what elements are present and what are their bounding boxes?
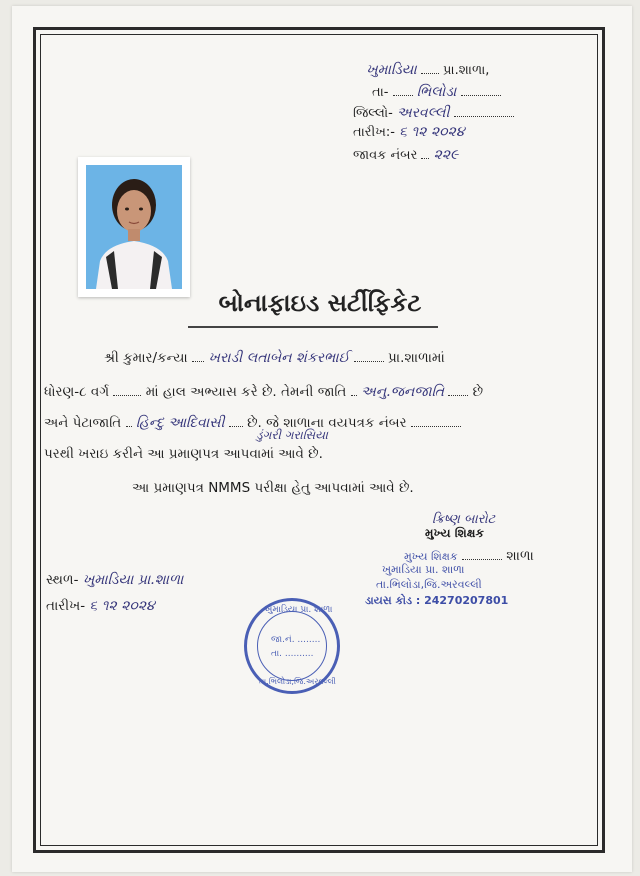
header-district-value: અરવલ્લી [396,105,450,121]
body-line-4: પરથી ખરાઇ કરીને આ પ્રમાણપત્ર આપવામાં આવે છે. [44,446,323,462]
header-taluka-value: ભિલોડા [416,84,457,100]
footer-place-value: ખુમાડિયા પ્રા.શાળા [82,572,184,588]
head-school-suffix: શાળા [506,548,534,564]
head-signature: ક્રિષ્ણ બારોટ [432,512,496,527]
stamp-ta: તા. .......... [271,649,314,659]
body-line-1 [104,348,445,366]
header-inward-value: ૨૨૯ [433,147,459,163]
footer-place-line [46,572,183,588]
header-school-line [362,60,489,78]
body-l1-prefix: શ્રી કુમાર/કન્યા [104,350,188,366]
stamp-address: તા.ભિલોડા,જિ.અરવલ્લી [376,578,482,591]
certificate-title: બોનાફાઇડ સર્ટીફિકેટ [218,288,422,317]
footer-date-label: તારીખ- [46,598,86,614]
body-l2-end: છે [472,384,484,400]
header-district-line [353,103,514,121]
body-l2-std: ધોરણ-૮ વર્ગ [44,384,110,400]
student-name: ખરાડી લતાબેન શંકરભાઈ [208,350,350,366]
header-date-value: ૬ ૧૨ ૨૦૨૪ [399,124,465,140]
caste-value: અનુ.જનજાતિ [360,384,445,400]
header-taluka-line [372,82,501,100]
stamp-school-name: ખુમાડિયા પ્રા. શાળા [382,563,465,576]
footer-date-line [46,598,155,614]
sub-caste-annotation: ડુંગરી ગરાસિયા [256,428,328,442]
head-title-stamp: મુખ્ય શિક્ષક [425,526,484,540]
header-inward-label: જાવક નંબર [353,148,418,163]
footer-place-label: સ્થળ- [46,572,79,588]
body-l3-mid: છે. જે શાળાના વયપત્રક નંબર [247,415,407,431]
title-underline [188,326,438,328]
dise-code: ડાયસ કોડ : 24270207801 [365,594,509,607]
header-date-line [353,124,465,140]
school-round-stamp [244,598,340,694]
header-taluka-label: તા- [372,85,389,100]
student-photo [78,157,190,297]
header-date-label: તારીખ:- [353,125,395,140]
body-line-2 [44,382,483,400]
body-l2-mid: માં હાલ અભ્યાસ કરે છે. તેમની જાતિ [145,384,347,400]
subcaste-value: હિન્દુ આદિવાસી [135,415,225,431]
header-inward-line [353,145,458,163]
head-line [404,546,534,564]
body-l1-suffix: પ્રા.શાળામાં [388,350,445,366]
body-line-5: આ પ્રમાણપત્ર NMMS પરીક્ષા હેતુ આપવામાં આવે છે. [132,480,414,496]
header-school-name: ખુમાડિયા [366,62,417,78]
student-portrait [86,165,182,289]
header-school-suffix: પ્રા.શાળા, [443,63,490,78]
body-l3-prefix: અને પેટાજાતિ [44,415,122,431]
stamp-bottom-text: તા.ભિલોડા,જિ.અરવલ્લી [259,677,336,686]
body-line-3 [44,413,461,431]
footer-date-value: ૬ ૧૨ ૨૦૨૪ [89,598,155,614]
head-label-stamp: મુખ્ય શિક્ષક [404,550,458,563]
stamp-top-text: ખુમાડિયા પ્રા. શાળા [265,605,333,615]
stamp-jano: જા.નં. ........ [271,635,321,645]
header-district-label: જિલ્લો- [353,106,393,121]
